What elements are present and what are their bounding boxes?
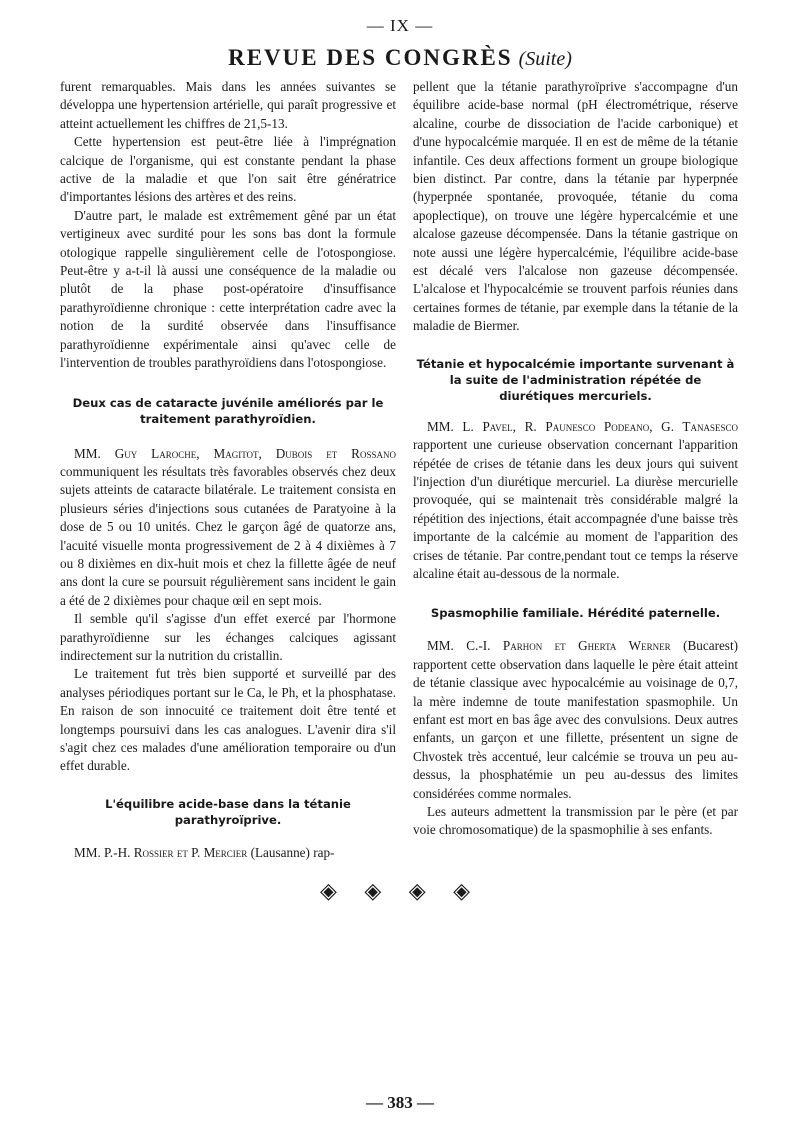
paragraph: [413, 637, 738, 803]
ornament-icon: ◈: [320, 878, 337, 903]
ornament-icon: ◈: [364, 878, 382, 903]
paragraph: Il semble qu'il s'agisse d'un effet exercé par l'hormone parathyroïdienne sur les échanges calciques agissant indirectement sur la nutrition du cristallin.: [60, 611, 396, 663]
paragraph: pellent que la tétanie parathyroïprive s'accompagne d'un équilibre acide-base normal (pH électrométrique, réserve alcaline, courbe de dissociation de l'acide carbonique) et d'une hypocalcémie marquée. Il en est de même de la tétanie infantile. Ces deux affections forment un groupe biologique bien distinct. Par contre, dans la tétanie par hyperpnée (hyperpnée spontanée, provoquée, tétanie du coma apoplectique), on trouve une légère hypercalcémie et une alcalose gazeuse décompensée. Dans la tétanie gastrique on note aussi une légère hypercalcémie, l'équilibre acide-base est décalé vers l'alcalose non gazeuse décompensée. L'alcalose et l'hypocalcémie se trouvent parfois réunies dans certaines formes de tétanie, par exemple dans la tétanie de la maladie de Biermer.: [413, 79, 738, 334]
authors: MM. L. Pavel, R. Paunesco Podeano, G. Tanasesco: [427, 418, 738, 434]
ornament-icon: ◈: [408, 878, 426, 903]
paragraph: [413, 418, 738, 584]
paragraph: D'autre part, le malade est extrêmement gêné par un état vertigineux avec surdité pour les sons bas dont la formule otologique rappelle singulièrement celle de l'otospongiose. Peut-être y a-t-il là aussi une conséquence de la maladie ou plutôt de la phase post-opératoire d'insuffisance parathyroïdienne chronique : cette interprétation cadre avec la notion de la surdité observée dans l'insuffisance parathyroïdienne expérimentale ainsi qu'avec celle de l'intervention de troubles parathyroïdiens dans l'otospongiose.: [60, 207, 396, 371]
paragraph: [60, 844, 396, 862]
right-column: [413, 78, 738, 840]
section-heading-tetanie: Tétanie et hypocalcémie importante survenant à la suite de l'administration répétée de diurétiques mercuriels.: [416, 356, 735, 403]
ornament-icon: ◈: [453, 878, 470, 903]
paragraph-text: rapportent une curieuse observation concernant l'apparition répétée de crises de tétanie dans les deux jours qui suivent l'injection d'un diurétique mercuriel. La diurèse mercurielle provoquée, qui se maintenait très considérable malgré la répétition des injections, était accompagnée d'une baisse très importante de la calcémie au moment de l'apparition des crises de tétanie. Par contre,pendant tout ce temps la réserve alcaline était au-dessous de la normale.: [413, 437, 738, 581]
paragraph: furent remarquables. Mais dans les années suivantes se développa une hypertension artérielle, qui paraît progressive et atteint actuellement les chiffres de 21,5-13.: [60, 79, 396, 131]
title-suite: (Suite): [518, 48, 572, 70]
section-heading-cataracte: Deux cas de cataracte juvénile améliorés par le traitement parathyroïdien.: [72, 395, 384, 426]
authors: MM. Guy Laroche, Magitot, Dubois et Rossano: [74, 445, 396, 461]
section-heading-equilibre: L'équilibre acide-base dans la tétanie parathyroïprive.: [105, 796, 351, 827]
paragraph-text: communiquent les résultats très favorables observés chez deux sujets atteints de cataracte bilatérale. Le traitement consista en plusieurs séries d'injections sous cutanées de Paratyoine à la dose de 5 ou 10 unités. Chez le garçon âgé de quatorze ans, l'acuité visuelle monta progressivement de 2 à 4 dixièmes à 7 ou 8 dixièmes en dix-huit mois et chez la fillette âgée de neuf ans dont la cure se poursuit régulièrement sans incident le gain a été de 2 dixièmes pour chaque œil en sept mois.: [60, 463, 396, 608]
section-heading-spasmophilie: Spasmophilie familiale. Hérédité paternelle.: [430, 606, 721, 621]
paragraph-text: (Bucarest) rapportent cette observation dans laquelle le père était atteint de tétanie classique avec hypocalcémie au voisinage de 0,7, la mère indemne de toute manifestation spasmophile. Un enfant est mort en bas âge avec des convulsions. Deux autres enfants, un garçon et une fillette, présentent un signe de Chvostek très accentué, leur calcémie se trouva un peu au-dessus, la phosphatémie un peu au-dessus des limites considérées comme normales.: [413, 638, 738, 801]
left-column: [60, 78, 396, 862]
authors: MM. C.-I. Parhon et Gherta Werner: [427, 638, 671, 654]
paragraph-text: (Lausanne) rap-: [250, 844, 335, 860]
page-title: [0, 45, 800, 71]
title-text: REVUE DES CONGRÈS: [228, 45, 513, 70]
paragraph: Le traitement fut très bien supporté et surveillé par des analyses périodiques portant sur le Ca, le Ph, et la phosphatase. En raison de son innocuité ce traitement doit être tenté et longtemps poursuivi dans les cas analogues. L'avenir dira s'il s'agit chez ces malades d'une amélioration temporaire ou d'un effet durable.: [60, 666, 396, 774]
paragraph: Cette hypertension est peut-être liée à l'imprégnation calcique de l'organisme, qui est constante pendant la phase active de la maladie et que l'on sait être génératrice d'importantes lésions des artères et des reins.: [60, 134, 396, 205]
authors: MM. P.-H. Rossier et P. Mercier: [74, 844, 248, 860]
page-number: — 383 —: [366, 1093, 434, 1112]
paragraph: Les auteurs admettent la transmission par le père (et par voie chromosomatique) de la spasmophilie à ses enfants.: [413, 804, 738, 838]
paragraph: [60, 445, 396, 611]
ornament-row: [320, 878, 470, 904]
roman-page-number: — IX —: [366, 16, 434, 35]
